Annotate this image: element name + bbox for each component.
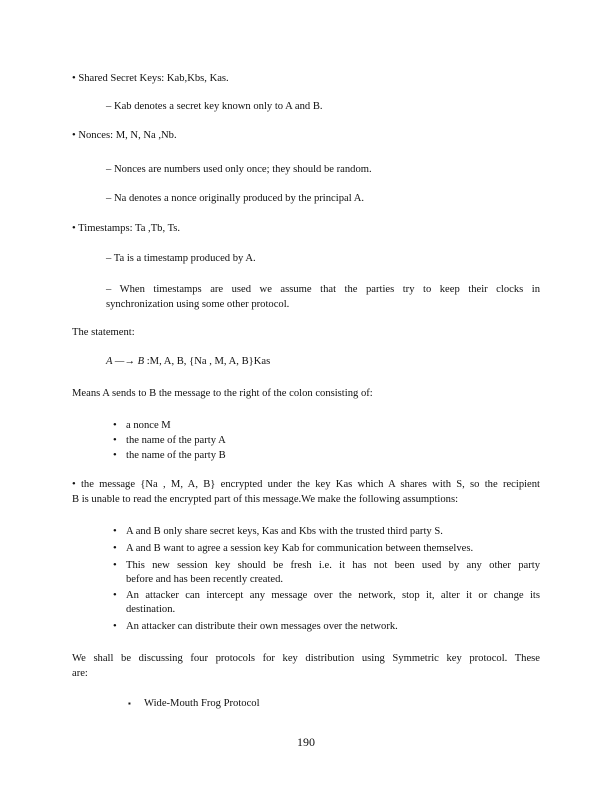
assumption-5: An attacker can distribute their own messages over the network. — [126, 621, 398, 632]
statement-label: The statement: — [72, 327, 135, 338]
timestamps-item-2-line-2: synchronization using some other protocol. — [106, 299, 290, 310]
assumption-3-line-1: This new session key should be fresh i.e. it has not been used by any other party — [126, 560, 540, 571]
bullet-icon: • — [113, 435, 117, 446]
assumption-4-line-2: destination. — [126, 604, 176, 615]
assumption-2: A and B want to agree a session key Kab for communication between themselves. — [126, 543, 474, 554]
statement-means: Means A sends to B the message to the right of the colon consisting of: — [72, 388, 373, 399]
formula-message: :M, A, B, {Na , M, A, B}Kas — [146, 356, 271, 367]
shared-keys-heading: • Shared Secret Keys: Kab,Kbs, Kas. — [72, 73, 229, 84]
bullet-icon: • — [113, 621, 117, 632]
shared-keys-item: – Kab denotes a secret key known only to A and B. — [106, 101, 323, 112]
square-bullet-icon: ▪ — [128, 699, 131, 708]
assumption-1: A and B only share secret keys, Kas and Kbs with the trusted third party S. — [126, 526, 443, 537]
bullet-icon: • — [113, 590, 117, 601]
message-list-item-3: the name of the party B — [126, 450, 226, 461]
protocols-intro-line-2: are: — [72, 668, 88, 679]
message-paragraph-line-2: B is unable to read the encrypted part of this message.We make the following assumptions: — [72, 494, 459, 505]
assumption-4-line-1: An attacker can intercept any message over the network, stop it, alter it or change its — [126, 590, 540, 601]
nonces-heading: • Nonces: M, N, Na ,Nb. — [72, 130, 177, 141]
protocols-intro-line-1: We shall be discussing four protocols for key distribution using Symmetric key protocol. These — [72, 653, 540, 664]
message-paragraph-line-1: • the message {Na , M, A, B} encrypted under the key Kas which A shares with S, so the recipient — [72, 479, 540, 490]
protocol-item-1: Wide-Mouth Frog Protocol — [144, 698, 260, 709]
timestamps-item-2-line-1: – When timestamps are used we assume that the parties try to keep their clocks in — [106, 284, 540, 295]
formula-arrow: A —→ B — [106, 356, 145, 367]
bullet-icon: • — [113, 560, 117, 571]
timestamps-heading: • Timestamps: Ta ,Tb, Ts. — [72, 223, 181, 234]
message-list-item-1: a nonce M — [126, 420, 171, 431]
statement-formula — [106, 355, 270, 368]
nonces-item-1: – Nonces are numbers used only once; they should be random. — [106, 164, 372, 175]
bullet-icon: • — [113, 450, 117, 461]
message-list-item-2: the name of the party A — [126, 435, 226, 446]
assumption-3-line-2: before and has been recently created. — [126, 574, 284, 585]
bullet-icon: • — [113, 526, 117, 537]
bullet-icon: • — [113, 420, 117, 431]
page-number: 190 — [297, 735, 315, 749]
nonces-item-2: – Na denotes a nonce originally produced by the principal A. — [106, 193, 364, 204]
bullet-icon: • — [113, 543, 117, 554]
timestamps-item-1: – Ta is a timestamp produced by A. — [106, 253, 256, 264]
